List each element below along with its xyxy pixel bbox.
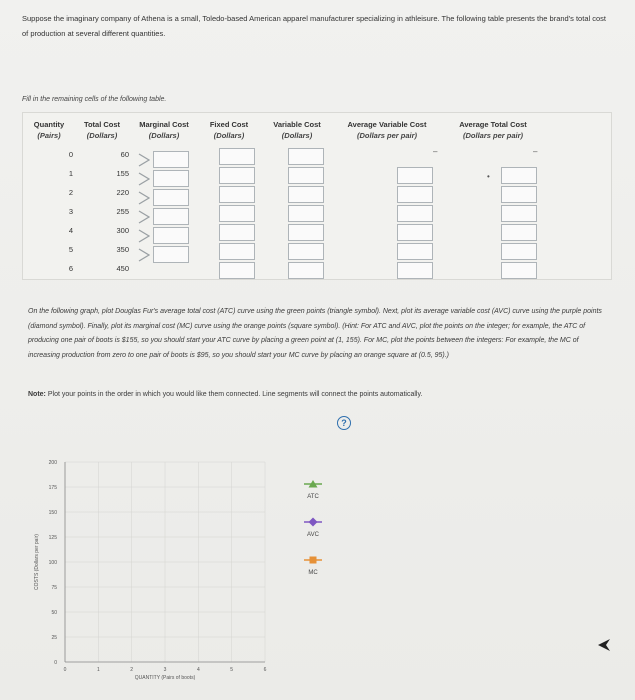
avc-diamond-icon[interactable] xyxy=(309,518,318,527)
header-quantity: Quantity (Pairs) xyxy=(33,120,65,140)
fixed-cost-input[interactable] xyxy=(219,167,255,184)
total-cost-cell: 350 xyxy=(116,245,129,254)
fixed-cost-input[interactable] xyxy=(219,243,255,260)
chevron-right-icon xyxy=(138,153,150,167)
y-tick-label: 75 xyxy=(51,585,57,591)
chevron-right-icon xyxy=(138,248,150,262)
y-axis-label: COSTS (Dollars per pair) xyxy=(34,534,40,590)
cost-graph[interactable] xyxy=(0,440,635,700)
average-variable-cost-input[interactable] xyxy=(397,205,433,222)
note xyxy=(28,391,422,398)
graph-grid xyxy=(65,462,265,662)
quantity-cell: 4 xyxy=(68,226,73,235)
variable-cost-input[interactable] xyxy=(288,186,324,203)
average-total-cost-input[interactable] xyxy=(501,167,537,184)
average-variable-cost-input[interactable] xyxy=(397,167,433,184)
average-variable-cost-input[interactable] xyxy=(397,262,433,279)
y-tick-label: 150 xyxy=(48,510,57,516)
header-marginal-cost: Marginal Cost (Dollars) xyxy=(139,120,189,140)
atc-dash: – xyxy=(533,147,538,156)
variable-cost-input[interactable] xyxy=(288,205,324,222)
cursor-icon xyxy=(596,637,612,653)
header-variable-cost: Variable Cost (Dollars) xyxy=(273,120,321,140)
y-tick-label: 200 xyxy=(48,460,57,466)
chevron-right-icon xyxy=(138,172,150,186)
average-total-cost-input[interactable] xyxy=(501,186,537,203)
marginal-cost-input[interactable] xyxy=(153,151,189,168)
chevron-right-icon xyxy=(138,191,150,205)
fixed-cost-input[interactable] xyxy=(219,148,255,165)
total-cost-cell: 450 xyxy=(116,264,129,273)
header-average-total-cost: Average Total Cost (Dollars per pair) xyxy=(459,120,527,140)
total-cost-cell: 255 xyxy=(116,207,129,216)
variable-cost-input[interactable] xyxy=(288,262,324,279)
average-total-cost-input[interactable] xyxy=(501,224,537,241)
average-total-cost-input[interactable] xyxy=(501,262,537,279)
y-tick-label: 50 xyxy=(51,610,57,616)
legend-label-mc: MC xyxy=(308,570,318,576)
total-cost-cell: 60 xyxy=(120,150,129,159)
average-total-cost-input[interactable] xyxy=(501,243,537,260)
marginal-cost-input[interactable] xyxy=(153,189,189,206)
x-tick-label: 6 xyxy=(263,667,267,673)
variable-cost-input[interactable] xyxy=(288,167,324,184)
graph-legend[interactable] xyxy=(304,480,322,576)
marginal-cost-input[interactable] xyxy=(153,208,189,225)
fixed-cost-input[interactable] xyxy=(219,224,255,241)
x-tick-label: 4 xyxy=(196,667,200,673)
legend-label-atc: ATC xyxy=(307,494,319,500)
cost-table xyxy=(22,112,612,280)
intro-text: Suppose the imaginary company of Athena is a small, Toledo-based American apparel manufacturer specializing in athleisure. The following table presents the brand's total cost of production at several different quantities. xyxy=(22,14,606,38)
average-variable-cost-input[interactable] xyxy=(397,186,433,203)
average-variable-cost-input[interactable] xyxy=(397,224,433,241)
chevron-right-icon xyxy=(138,210,150,224)
quantity-cell: 0 xyxy=(68,150,73,159)
avc-dash: – xyxy=(433,147,438,156)
fixed-cost-input[interactable] xyxy=(219,186,255,203)
table-instruction: Fill in the remaining cells of the following table. xyxy=(22,96,167,103)
mc-square-icon[interactable] xyxy=(310,557,317,564)
fixed-cost-input[interactable] xyxy=(219,262,255,279)
quantity-cell: 1 xyxy=(68,169,73,178)
variable-cost-input[interactable] xyxy=(288,243,324,260)
marginal-cost-input[interactable] xyxy=(153,227,189,244)
y-tick-label: 175 xyxy=(48,485,57,491)
help-icon[interactable]: ? xyxy=(337,416,351,430)
header-total-cost: Total Cost (Dollars) xyxy=(83,120,121,140)
note-text: Plot your points in the order in which you would like them connected. Line segments will connect the points automatically. xyxy=(47,391,423,398)
x-tick-label: 2 xyxy=(130,667,134,673)
average-variable-cost-input[interactable] xyxy=(397,243,433,260)
quantity-cell: 3 xyxy=(68,207,73,216)
x-tick-label: 3 xyxy=(163,667,167,673)
total-cost-cell: 220 xyxy=(116,188,129,197)
legend-label-avc: AVC xyxy=(307,532,319,538)
x-tick-label: 1 xyxy=(96,667,100,673)
marginal-cost-input[interactable] xyxy=(153,246,189,263)
x-axis-label: QUANTITY (Pairs of boots) xyxy=(134,675,196,681)
y-tick-label: 25 xyxy=(51,635,57,641)
y-tick-label: 100 xyxy=(48,560,57,566)
x-tick-label: 0 xyxy=(63,667,67,673)
quantity-cell: 6 xyxy=(68,264,73,273)
note-label: Note: xyxy=(28,391,46,398)
total-cost-cell: 300 xyxy=(116,226,129,235)
chevron-right-icon xyxy=(138,229,150,243)
header-average-variable-cost: Average Variable Cost (Dollars per pair) xyxy=(347,120,427,140)
atc-dot: • xyxy=(487,172,490,181)
total-cost-cell: 155 xyxy=(116,169,129,178)
quantity-cell: 5 xyxy=(68,245,73,254)
variable-cost-input[interactable] xyxy=(288,148,324,165)
x-tick-label: 5 xyxy=(230,667,234,673)
fixed-cost-input[interactable] xyxy=(219,205,255,222)
marginal-cost-input[interactable] xyxy=(153,170,189,187)
y-tick-label: 125 xyxy=(48,535,57,541)
header-fixed-cost: Fixed Cost (Dollars) xyxy=(209,120,249,140)
y-tick-label: 0 xyxy=(54,660,57,666)
average-total-cost-input[interactable] xyxy=(501,205,537,222)
quantity-cell: 2 xyxy=(68,188,73,197)
graph-instruction: On the following graph, plot Douglas Fur's average total cost (ATC) curve using the green points (triangle symbol). Next, plot its average variable cost (AVC) curve using the purple points (diamond symbol). Finally, plot its marginal cost (MC) curve using the orange points (square symbol). (Hint: For ATC and AVC, plot the points on the integer; for example, the ATC of producing one pair of boots is $155, so you should start your ATC curve by placing a green point at (1, 155). For MC, plot the points between the integers: For example, the MC of increasing production from zero to one pair of boots is $95, so you should start your MC curve by placing an orange square at (0.5, 95).) xyxy=(28,308,602,359)
variable-cost-input[interactable] xyxy=(288,224,324,241)
